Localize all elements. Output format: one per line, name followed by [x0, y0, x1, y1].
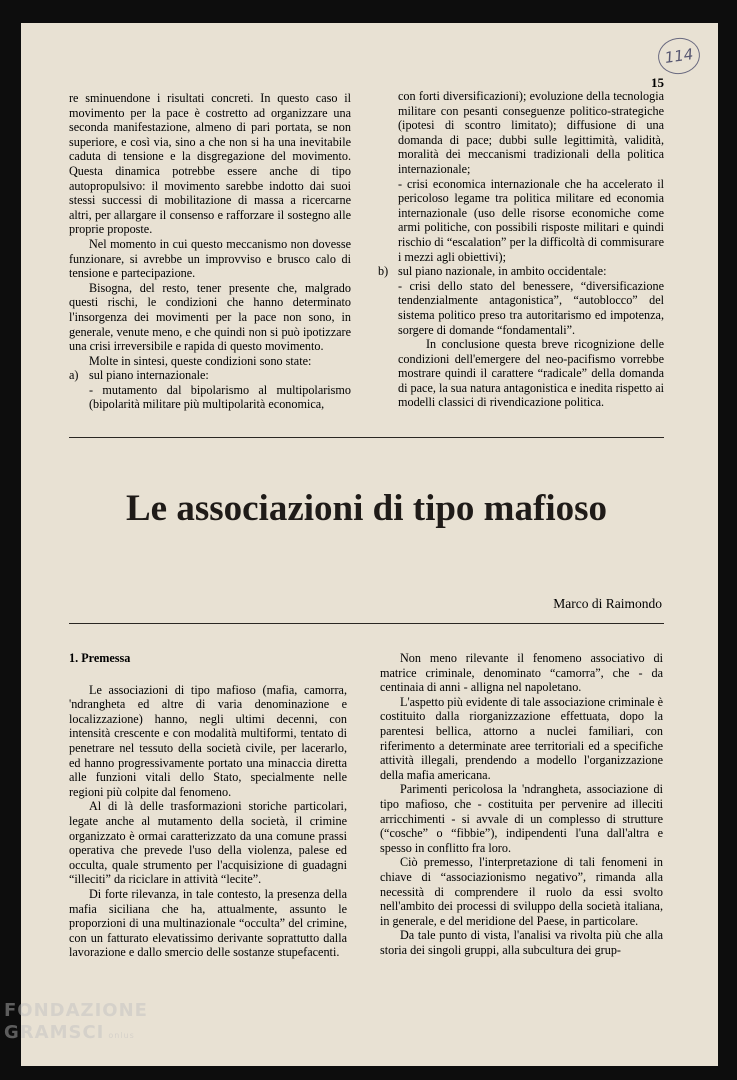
paragraph: L'aspetto più evidente di tale associazione criminale è costituito dalla riorganizzazione effettuata, dopo la parentesi bellica, attorno a nuclei familiari, con riferimento a determinate aree territoriali ed a specifiche attività illegali, prendendo a modello l'organizzazione della mafia americana.	[380, 694, 663, 782]
paragraph: Le associazioni di tipo mafioso (mafia, camorra, 'ndrangheta ed altre di varia denominazione e localizzazione) hanno, negli ultimi decenni, con intensità crescente e con modalità multiformi, tentato di penetrare nel tessuto della società civile, per lacerarlo, ed hanno progressivamente portato una minaccia diretta alle funzioni vitali dello Stato, specialmente nelle regioni più colpite dal fenomeno.	[69, 682, 347, 799]
top-left-column	[69, 91, 351, 412]
paragraph: con forti diversificazioni); evoluzione della tecnologia militare con pesanti conseguenze politico-strategiche (ipotesi di scontro limitato); diffusione di una domanda di pace; dubbi sulle legittimità, validità, moralità dei meccanismi tradizionali della politica internazionale;	[398, 89, 664, 176]
paragraph: Non meno rilevante il fenomeno associativo di matrice criminale, denominato “camorra”, che - da centinaia di anni - alligna nel napoletano.	[380, 651, 663, 695]
paragraph: re sminuendone i risultati concreti. In questo caso il movimento per la pace è costretto ad organizzare una seconda manifestazione, almeno di pari portata, se non superiore, e così via, sino a che non si ha una inevitabile caduta di tensione e la disgregazione del movimento. Questa dinamica potrebbe essere anche di tipo autopropulsivo: il movimento sarebbe indotto dai suoi stessi successi di mobilitazione di massa a ricercarne altri, per allargare il consenso e rafforzare il sostegno alle proprie proposte.	[69, 91, 351, 237]
paragraph: Nel momento in cui questo meccanismo non dovesse funzionare, si avrebbe un improvviso e brusco calo di tensione e partecipazione.	[69, 236, 351, 281]
archive-stamp: 114	[656, 35, 703, 76]
paragraph: Di forte rilevanza, in tale contesto, la presenza della mafia siciliana che ha, attualmente, assunto le proporzioni di una multinazionale “occulta” del crimine, con un fatturato elevatissimo derivante soprattutto dalla lavorazione e dallo smercio delle sostanze stupefacenti.	[69, 886, 347, 960]
page-number: 15	[651, 75, 664, 90]
paragraph: - crisi economica internazionale che ha accelerato il pericoloso legame tra politica militare ed economia internazionale (uso delle risorse economiche come armi politiche, con possibili risposte militari e quindi rischio di “escalation” per la difficoltà di commisurare i mezzi agli obiettivi);	[398, 176, 664, 264]
paragraph: Parimenti pericolosa la 'ndrangheta, associazione di tipo mafioso, che - costituita per pervenire ad illeciti arricchimenti - si avvale di un complesso di strutture (“cosche” o “fibbie”), indipendenti l'una dall'altra e spesso in conflitto fra loro.	[380, 782, 663, 855]
list-marker: a)	[69, 368, 79, 383]
list-item-text: sul piano nazionale, in ambito occidentale:	[398, 264, 607, 279]
paragraph: Ciò premesso, l'interpretazione di tali fenomeni in chiave di “associazionismo negativo”, rimanda alla necessità di comprendere il ruolo da essi svolto nell'ambito dei processi di sviluppo della società italiana, in generale, e del meridione del Paese, in particolare.	[380, 855, 663, 928]
paragraph: Al di là delle trasformazioni storiche particolari, legate anche al mutamento della società, il crimine organizzato è ormai caratterizzato da una comune prassi operativa che prevede l'uso della violenza, palese ed occulta, quale strumento per l'acquisizione di guadagni “illeciti” da riciclare in attività “lecite”.	[69, 799, 347, 887]
list-item-text: sul piano internazionale:	[89, 368, 209, 383]
paragraph: Da tale punto di vista, l'analisi va rivolta più che alla storia dei singoli gruppi, alla subcultura dei grup-	[380, 928, 663, 957]
paragraph: Molte in sintesi, queste condizioni sono state:	[89, 353, 312, 368]
paragraph: - mutamento dal bipolarismo al multipolarismo (bipolarità militare più multipolarità economica,	[89, 382, 351, 412]
article-right-column	[380, 651, 663, 957]
paragraph: In conclusione questa breve ricognizione delle condizioni dell'emergere del neo-pacifismo vorrebbe mostrare quindi il carattere “radicale” della domanda di pace, la sua natura antagonistica e inedita rispetto ai modelli classici di rivendicazione politica.	[398, 337, 664, 410]
article-author: Marco di Raimondo	[553, 596, 662, 611]
list-item	[378, 264, 664, 279]
fondazione-gramsci-watermark: FONDAZIONE GRAMSCI onlus	[4, 1000, 148, 1043]
divider-bottom	[69, 623, 664, 624]
article-left-column	[69, 651, 347, 960]
divider-top	[69, 437, 664, 438]
top-right-column	[378, 89, 664, 410]
paragraph: Bisogna, del resto, tener presente che, malgrado questi rischi, le condizioni che hanno determinato l'insorgenza dei movimenti per la pace non sono, in generale, venute meno, e che quindi non si può ipotizzare una crisi irreversibile e rapida di questo movimento.	[69, 280, 351, 354]
section-heading: 1. Premessa	[69, 651, 131, 665]
list-item	[69, 368, 351, 383]
article-title: Le associazioni di tipo mafioso	[125, 488, 608, 529]
paragraph: - crisi dello stato del benessere, “diversificazione tendenzialmente antagonistica”, “autoblocco” del sistema politico preso tra autoritarismo ed impotenza, sorgere di domande “fondamentali”.	[398, 278, 664, 337]
list-marker: b)	[378, 264, 389, 279]
